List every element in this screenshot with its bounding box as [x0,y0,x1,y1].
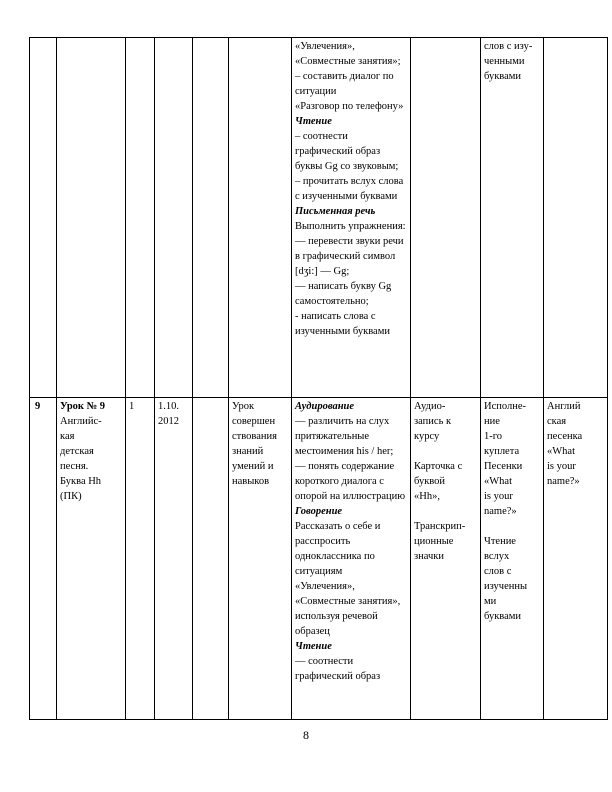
date-cell [155,38,193,398]
extra-cell: Англий ская песенка «What is your name?» [544,398,608,720]
lesson-plan-table [29,37,608,720]
activity-line: – соотнести графический образ буквы Gg со звуковым; [295,131,399,172]
date-fact-cell [193,38,229,398]
hours-cell: 1 [126,398,155,720]
equipment-cell [411,38,481,398]
table-row [30,38,608,398]
lesson-type-cell [229,38,292,398]
lesson-number-cell [30,38,57,398]
activity-line: «Совместные занятия»; [295,56,401,67]
activity-heading: Письменная речь [295,206,376,217]
activity-heading: Чтение [295,641,332,652]
activities-cell [292,38,411,398]
table-row [30,398,608,720]
activity-line: — различить на слух притяжательные местоимения his / her; [295,416,394,457]
activity-heading: Аудирование [295,401,355,412]
lesson-topic-cell [57,38,126,398]
activity-line: - написать слова с изученными буквами [295,311,390,337]
activity-line: – прочитать вслух слова с изученными буквами [295,176,404,202]
date-cell: 1.10. 2012 [155,398,193,720]
homework-cell: Исполне- ние 1-го куплета Песенки «What is your name?» Чтение вслух слов с изученны ми буквами [481,398,544,720]
activity-line: — соотнести графический образ [295,656,381,682]
equipment-cell: Аудио- запись к курсу Карточка с буквой «Hh», Транскрип- ционные значки [411,398,481,720]
activities-cell [292,398,411,720]
activity-line: «Увлечения», [295,41,355,52]
extra-cell [544,38,608,398]
activity-line: «Разговор по телефону» [295,101,404,112]
activity-line: – составить диалог по ситуации [295,71,394,97]
activity-line: «Совместные занятия», используя речевой образец [295,596,401,637]
lesson-type-cell: Урок совершен ствования знаний умений и навыков [229,398,292,720]
activity-line: Рассказать о себе и расспросить одноклассника по ситуациям [295,521,381,577]
activity-line: — понять содержание короткого диалога с опорой на иллюстрацию [295,461,406,502]
activity-line: — перевести звуки речи в графический символ [dʒi:] — Gg; [295,236,404,277]
hours-cell [126,38,155,398]
activity-line: «Увлечения», [295,581,355,592]
date-fact-cell [193,398,229,720]
lesson-title: Урок № 9 [60,401,106,412]
page-number: 8 [303,728,309,742]
activity-line: — написать букву Gg самостоятельно; [295,281,392,307]
lesson-topic-cell: Урок № 9 Английс- кая детская песня. Буква Hh (ПК) [57,398,126,720]
activity-line: Выполнить упражнения: [295,221,406,232]
lesson-number-cell: 9 [30,398,57,720]
activity-heading: Говорение [295,506,343,517]
homework-cell: слов с изу- ченными буквами [481,38,544,398]
activity-heading: Чтение [295,116,332,127]
